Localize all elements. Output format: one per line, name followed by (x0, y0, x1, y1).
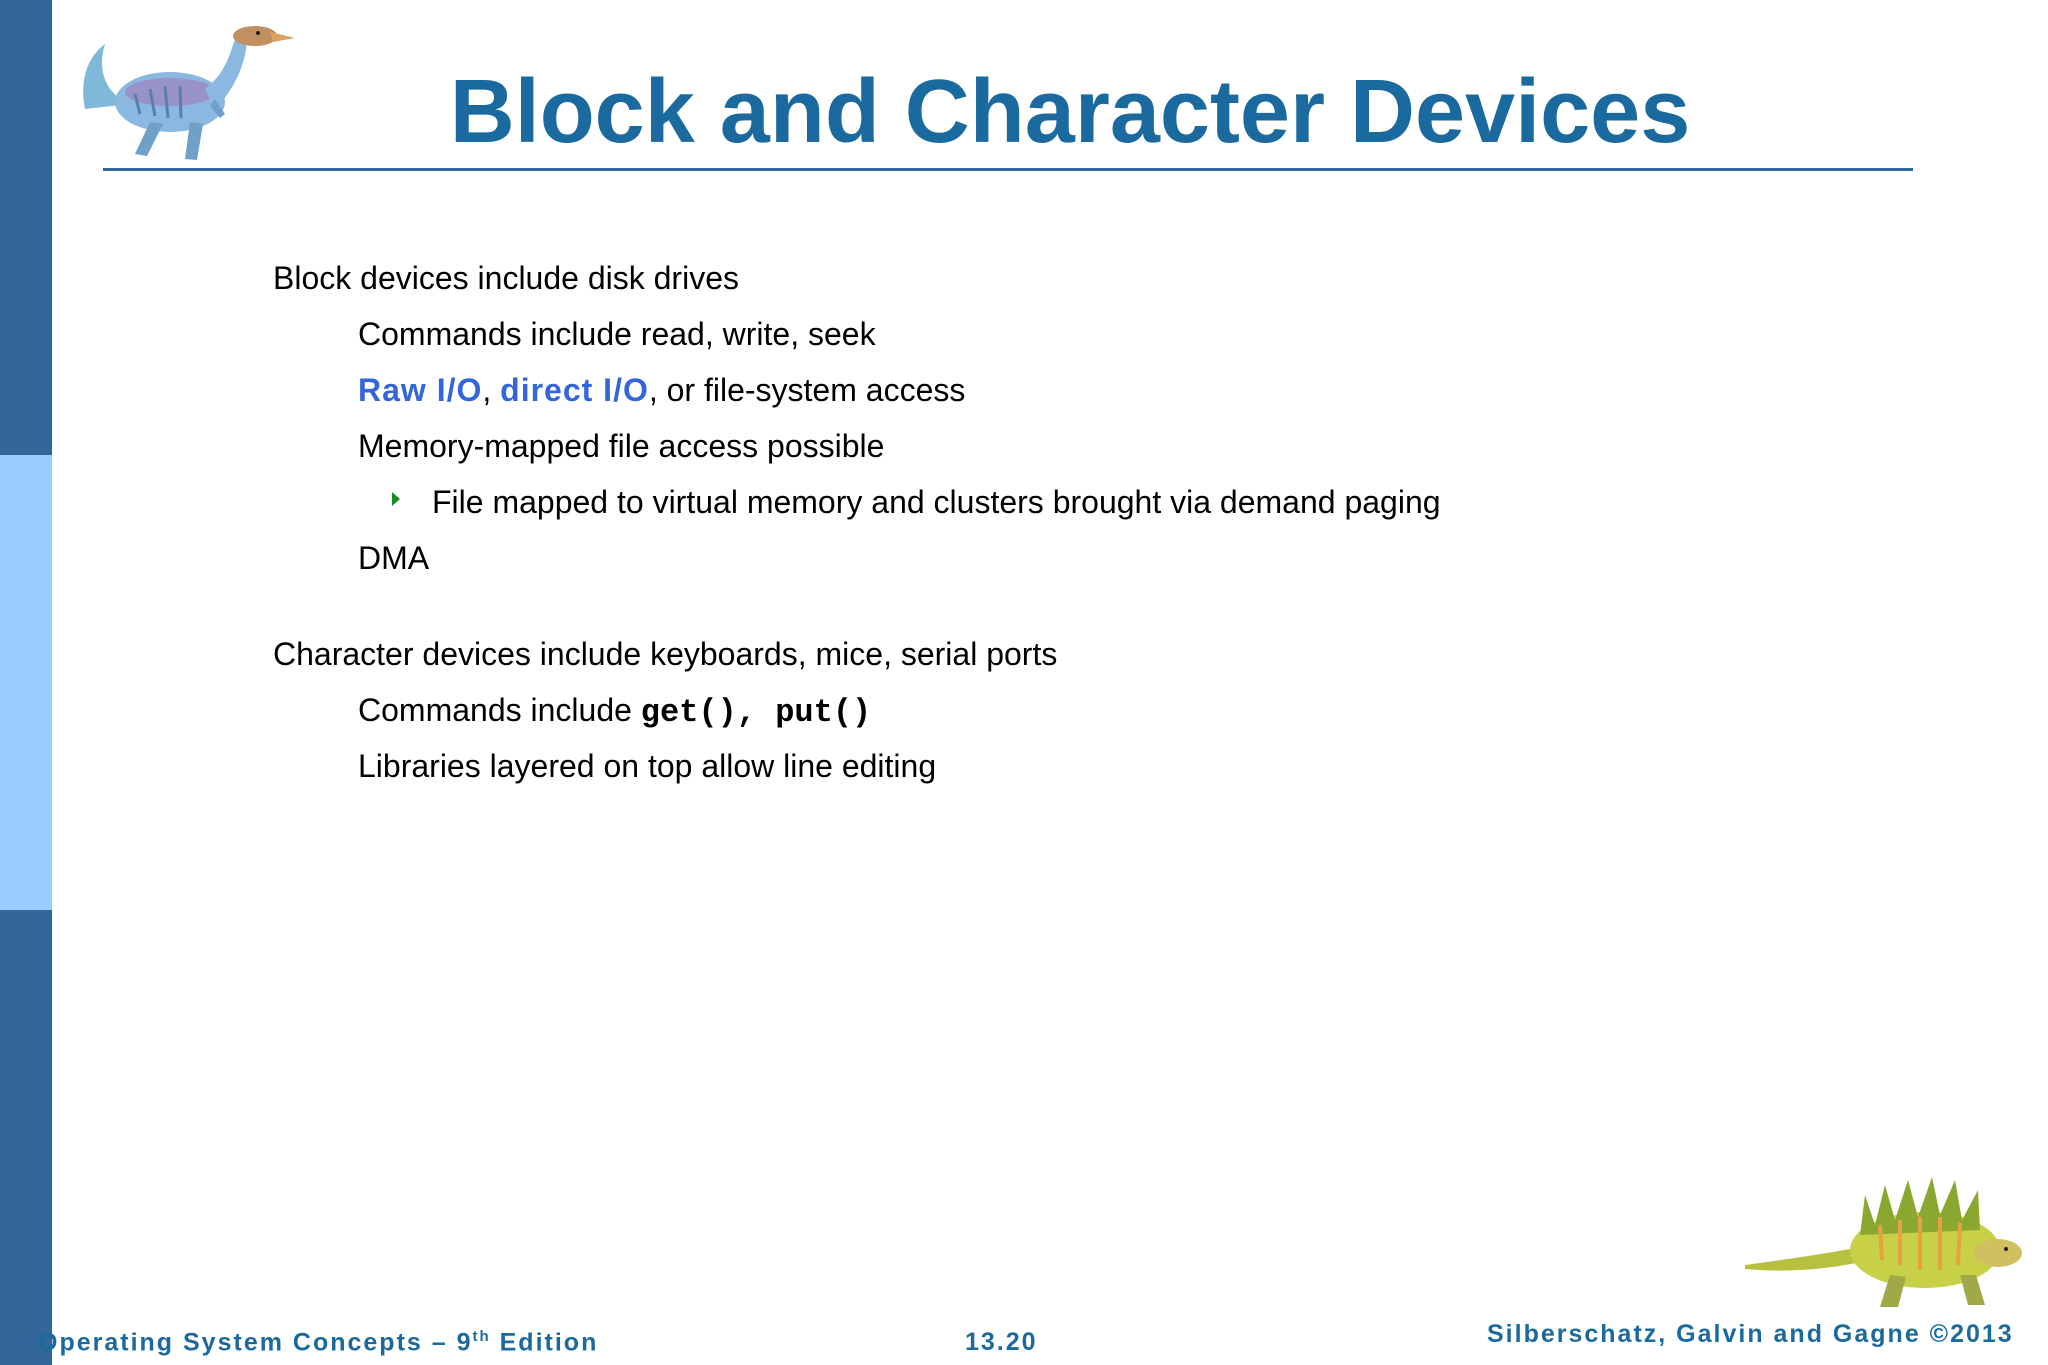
access-separator: , (482, 372, 501, 408)
slide-title: Block and Character Devices (449, 62, 1691, 162)
character-commands-code: get(), put() (640, 694, 872, 731)
footer-page-number: 13.20 (965, 1328, 1038, 1356)
raw-io-term: Raw I/O (358, 372, 483, 408)
footer-book-title (38, 1328, 598, 1357)
block-access-item (358, 370, 965, 410)
block-commands-item: Commands include read, write, seek (358, 316, 876, 352)
block-dma-item: DMA (358, 540, 430, 576)
access-rest-text: , or file-system access (648, 372, 966, 408)
character-devices-heading: Character devices include keyboards, mice, serial ports (273, 636, 1058, 672)
block-mmap-item: Memory-mapped file access possible (358, 428, 885, 464)
sidebar-segment-bottom (0, 910, 52, 1365)
footer-authors: Silberschatz, Galvin and Gagne ©2013 (1487, 1320, 2014, 1348)
bullet-arrow-icon (392, 492, 400, 506)
title-underline (103, 168, 1913, 171)
block-devices-heading: Block devices include disk drives (273, 260, 739, 296)
character-commands-prefix: Commands include (358, 692, 641, 728)
direct-io-term: direct I/O (500, 372, 649, 408)
footer-book-superscript: th (472, 1328, 491, 1345)
footer-book-suffix: Edition (490, 1328, 599, 1357)
footer-book-prefix: Operating System Concepts – 9 (38, 1328, 473, 1357)
sidebar-segment-middle (0, 455, 52, 910)
sidebar-stripe (0, 0, 52, 1365)
dinosaur-logo-bottom (1740, 1165, 2035, 1315)
block-mmap-subitem: File mapped to virtual memory and clusters brought via demand paging (432, 484, 1441, 520)
character-commands-item (358, 690, 871, 733)
character-libraries-item: Libraries layered on top allow line editing (358, 748, 937, 784)
